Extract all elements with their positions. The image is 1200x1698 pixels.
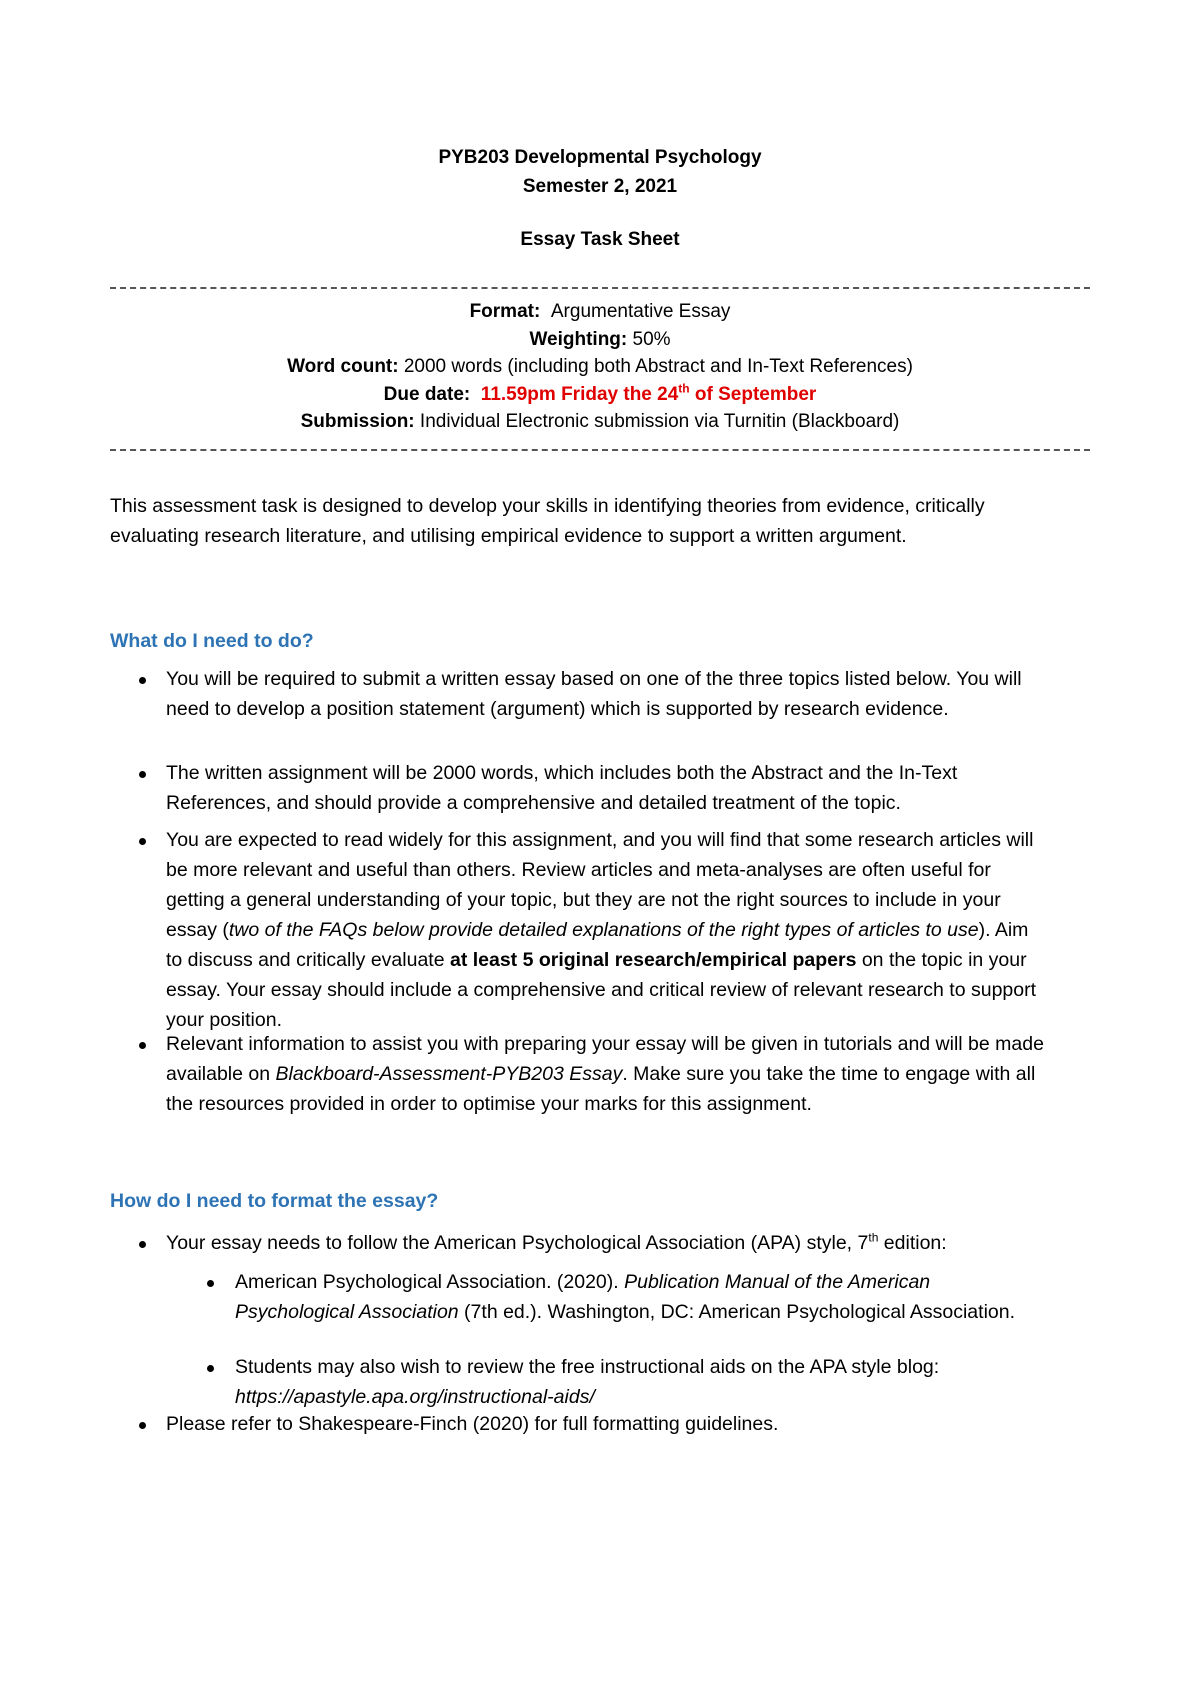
intro-paragraph: This assessment task is designed to develop your skills in identifying theories from evidence, critically evaluating research literature, and utilising empirical evidence to support a written argument. [110, 495, 985, 547]
apa-edition-sup: th [868, 1230, 879, 1245]
wordcount-value: 2000 words (including both Abstract and In-Text References) [403, 356, 913, 377]
weighting-value: 50% [632, 329, 671, 350]
due-date-line [0, 381, 1200, 406]
list-item-apa-manual [235, 1267, 1015, 1327]
section-heading-format: How do I need to format the essay? [110, 1190, 439, 1212]
list-item-apa-style [166, 1228, 1046, 1258]
format-value: Argumentative Essay [550, 301, 731, 322]
apa-citation-2: (7th ed.). Washington, DC: American Psychological Association. [458, 1301, 1016, 1323]
course-title: PYB203 Developmental Psychology [438, 147, 762, 168]
blackboard-location: Blackboard-Assessment-PYB203 Essay [275, 1063, 623, 1085]
bullet-dot [139, 1422, 146, 1429]
list-item-read-widely [166, 825, 1046, 1035]
resources-text-2: . Make sure you take the time to engage with all the resources provided in order to optimise your marks for this assignment. [166, 1063, 1036, 1115]
section-heading-what: What do I need to do? [110, 630, 314, 652]
due-value-month: of September [689, 384, 817, 405]
bullet-dot [139, 1042, 146, 1049]
due-value [480, 381, 817, 405]
submission-line [0, 411, 1200, 433]
bullet-dot [139, 838, 146, 845]
apa-blog-url: https://apastyle.apa.org/instructional-aids/ [235, 1386, 595, 1408]
resources-text: Relevant information to assist you with preparing your essay will be given in tutorials and will be made available on [166, 1033, 1044, 1085]
due-value-main: 11.59pm Friday the 24 [480, 384, 679, 405]
apa-style-text: Your essay needs to follow the American Psychological Association (APA) style, 7 [166, 1232, 869, 1254]
list-item-apa-blog [235, 1352, 1015, 1412]
list-item-word-count: The written assignment will be 2000 words, which includes both the Abstract and the In-Text References, and should provide a comprehensive and detailed treatment of the topic. [166, 762, 958, 814]
format-label: Format: [469, 301, 541, 322]
bullet-dot [139, 677, 146, 684]
due-label: Due date: [383, 384, 471, 405]
weighting-label: Weighting: [529, 329, 628, 350]
wordcount-line [0, 356, 1200, 378]
bullet-dot [139, 1241, 146, 1248]
due-value-sup: th [678, 381, 690, 396]
format-line [0, 301, 1200, 323]
list-item-formatting-guidelines: Please refer to Shakespeare-Finch (2020) for full formatting guidelines. [166, 1413, 779, 1435]
apa-style-text-2: edition: [878, 1232, 947, 1254]
read-widely-text-3: on the topic in your essay. Your essay should include a comprehensive and critical review of relevant research to support your position. [166, 949, 1037, 1031]
bullet-dot [207, 1280, 214, 1287]
submission-value: Individual Electronic submission via Turnitin (Blackboard) [419, 411, 900, 432]
bullet-dot [207, 1365, 214, 1372]
divider-top [110, 287, 1090, 289]
read-widely-text: You are expected to read widely for this assignment, and you will find that some research articles will be more relevant and useful than others. Review articles and meta-analyses are often useful for getting a general understanding of your topic, but they are not the right sources to include in your essay ( [166, 829, 1034, 941]
submission-label: Submission: [300, 411, 415, 432]
apa-manual-title: Publication Manual of the American Psychological Association [235, 1271, 931, 1323]
apa-citation: American Psychological Association. (2020). [235, 1271, 625, 1293]
weighting-line [0, 329, 1200, 351]
doc-title: Essay Task Sheet [520, 229, 680, 250]
min-papers-requirement: at least 5 original research/empirical papers [449, 949, 857, 971]
bullet-dot [139, 771, 146, 778]
list-item-submit-essay: You will be required to submit a written essay based on one of the three topics listed below. You will need to develop a position statement (argument) which is supported by research evidence. [166, 668, 1022, 720]
apa-blog-text: Students may also wish to review the free instructional aids on the APA style blog: [235, 1356, 940, 1378]
faq-note: two of the FAQs below provide detailed explanations of the right types of articles to use [228, 919, 979, 941]
divider-bottom [110, 449, 1090, 451]
wordcount-label: Word count: [287, 356, 399, 377]
list-item-resources [166, 1029, 1046, 1119]
read-widely-text-2: ). Aim to discuss and critically evaluate [166, 919, 1029, 971]
semester: Semester 2, 2021 [522, 176, 678, 197]
